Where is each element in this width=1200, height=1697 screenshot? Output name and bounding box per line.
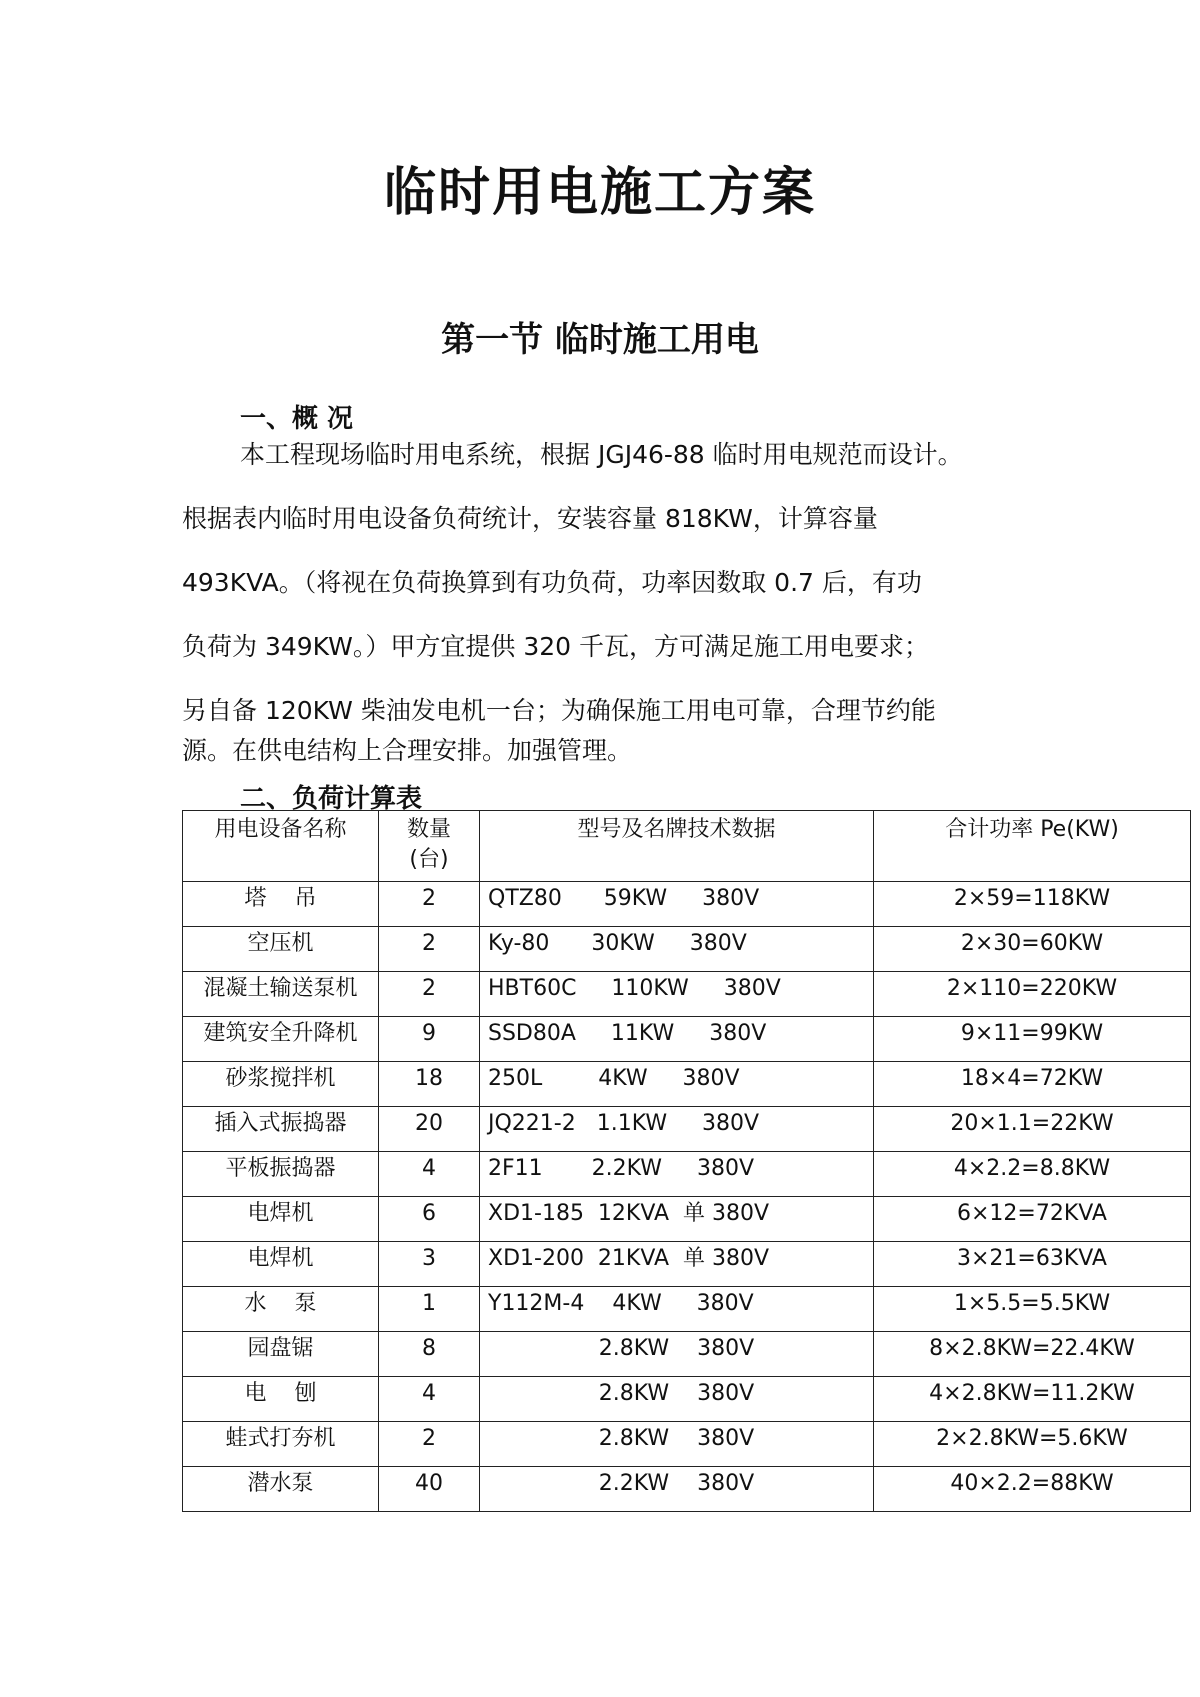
header-qty-unit: (台) [409,847,449,872]
cell-quantity: 2 [379,1422,480,1467]
table-row [183,1197,1191,1242]
table-row [183,1332,1191,1377]
table-row [183,882,1191,927]
cell-model-spec: Y112M-4 4KW 380V [480,1287,874,1332]
cell-total-power: 3×21=63KVA [874,1242,1191,1287]
cell-total-power: 20×1.1=22KW [874,1107,1191,1152]
cell-equipment-name: 插入式振捣器 [183,1107,379,1152]
cell-equipment-name: 平板振捣器 [183,1152,379,1197]
cell-quantity: 2 [379,882,480,927]
cell-model-spec: 2.8KW 380V [480,1332,874,1377]
table-row [183,1107,1191,1152]
cell-equipment-name: 电 刨 [183,1377,379,1422]
cell-model-spec: SSD80A 11KW 380V [480,1017,874,1062]
table-row [183,1062,1191,1107]
cell-total-power: 6×12=72KVA [874,1197,1191,1242]
cell-quantity: 40 [379,1467,480,1512]
section-title: 第一节 临时施工用电 [441,320,759,360]
cell-total-power: 2×30=60KW [874,927,1191,972]
cell-model-spec: 250L 4KW 380V [480,1062,874,1107]
cell-quantity: 4 [379,1152,480,1197]
cell-quantity: 3 [379,1242,480,1287]
cell-quantity: 4 [379,1377,480,1422]
table-row [183,1242,1191,1287]
header-qty [379,811,480,882]
cell-equipment-name: 混凝土输送泵机 [183,972,379,1017]
cell-total-power: 2×59=118KW [874,882,1191,927]
table-row [183,1017,1191,1062]
table-row [183,1422,1191,1467]
cell-equipment-name: 蛙式打夯机 [183,1422,379,1467]
table-header-row [183,811,1191,882]
paragraph-line: 源。在供电结构上合理安排。加强管理。 [182,736,633,765]
cell-total-power: 18×4=72KW [874,1062,1191,1107]
cell-equipment-name: 砂浆搅拌机 [183,1062,379,1107]
cell-equipment-name: 建筑安全升降机 [183,1017,379,1062]
cell-model-spec: XD1-185 12KVA 单 380V [480,1197,874,1242]
paragraph-line: 本工程现场临时用电系统，根据 JGJ46-88 临时用电规范而设计。 [240,440,963,469]
cell-model-spec: 2.8KW 380V [480,1377,874,1422]
table-row [183,1287,1191,1332]
cell-equipment-name: 电焊机 [183,1242,379,1287]
table-body [183,882,1191,1512]
load-calculation-table [182,810,1191,1512]
table-row [183,927,1191,972]
cell-model-spec: HBT60C 110KW 380V [480,972,874,1017]
cell-quantity: 2 [379,972,480,1017]
header-power: 合计功率 Pe(KW) [874,811,1191,882]
cell-total-power: 2×110=220KW [874,972,1191,1017]
cell-model-spec: 2.2KW 380V [480,1467,874,1512]
paragraph-line: 另自备 120KW 柴油发电机一台；为确保施工用电可靠，合理节约能 [182,696,936,725]
paragraph-line: 根据表内临时用电设备负荷统计，安装容量 818KW，计算容量 [182,504,878,533]
paragraph-line: 493KVA。（将视在负荷换算到有功负荷，功率因数取 0.7 后，有功 [182,568,922,597]
cell-quantity: 9 [379,1017,480,1062]
cell-quantity: 18 [379,1062,480,1107]
cell-equipment-name: 空压机 [183,927,379,972]
table-row [183,1467,1191,1512]
cell-equipment-name: 水 泵 [183,1287,379,1332]
cell-quantity: 1 [379,1287,480,1332]
cell-model-spec: JQ221-2 1.1KW 380V [480,1107,874,1152]
cell-quantity: 6 [379,1197,480,1242]
paragraph-line: 负荷为 349KW。）甲方宜提供 320 千瓦，方可满足施工用电要求； [182,632,929,661]
header-name: 用电设备名称 [183,811,379,882]
table-row [183,972,1191,1017]
header-model: 型号及名牌技术数据 [480,811,874,882]
table-row [183,1152,1191,1197]
cell-equipment-name: 园盘锯 [183,1332,379,1377]
cell-total-power: 2×2.8KW=5.6KW [874,1422,1191,1467]
cell-total-power: 1×5.5=5.5KW [874,1287,1191,1332]
cell-equipment-name: 塔 吊 [183,882,379,927]
cell-model-spec: Ky-80 30KW 380V [480,927,874,972]
cell-quantity: 20 [379,1107,480,1152]
cell-model-spec: 2.8KW 380V [480,1422,874,1467]
cell-model-spec: 2F11 2.2KW 380V [480,1152,874,1197]
cell-model-spec: QTZ80 59KW 380V [480,882,874,927]
cell-model-spec: XD1-200 21KVA 单 380V [480,1242,874,1287]
cell-total-power: 4×2.8KW=11.2KW [874,1377,1191,1422]
cell-total-power: 9×11=99KW [874,1017,1191,1062]
cell-equipment-name: 电焊机 [183,1197,379,1242]
cell-quantity: 8 [379,1332,480,1377]
table-row [183,1377,1191,1422]
cell-quantity: 2 [379,927,480,972]
header-qty-label: 数量 [406,817,451,842]
cell-total-power: 4×2.2=8.8KW [874,1152,1191,1197]
load-table-heading: 二、负荷计算表 [240,784,423,814]
overview-heading: 一、概 况 [240,404,354,434]
document-title: 临时用电施工方案 [383,163,816,223]
overview-paragraph [182,440,1052,800]
cell-equipment-name: 潜水泵 [183,1467,379,1512]
cell-total-power: 40×2.2=88KW [874,1467,1191,1512]
cell-total-power: 8×2.8KW=22.4KW [874,1332,1191,1377]
